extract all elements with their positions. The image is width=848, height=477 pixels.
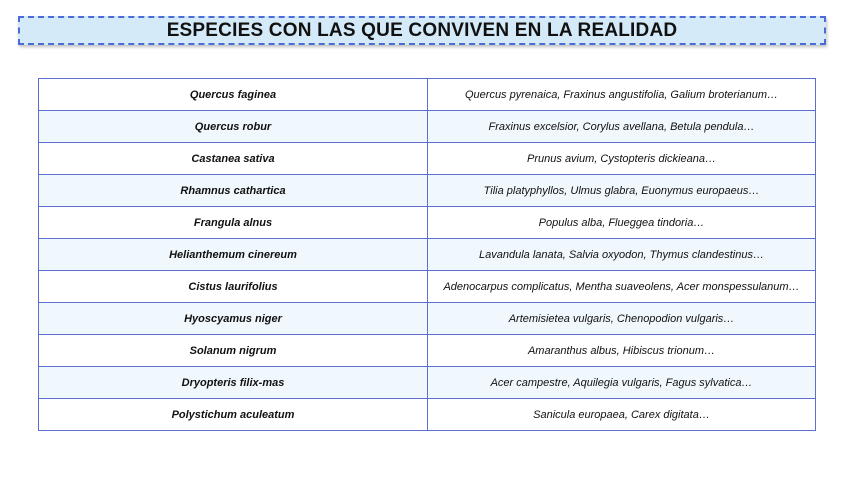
page-title: ESPECIES CON LAS QUE CONVIVEN EN LA REALIDAD [166, 19, 678, 41]
table-row [39, 271, 816, 303]
species-cell: Polystichum aculeatum [39, 399, 428, 431]
table-row [39, 303, 816, 335]
species-cell: Rhamnus cathartica [39, 175, 428, 207]
species-cell: Hyoscyamus niger [39, 303, 428, 335]
species-cell: Helianthemum cinereum [39, 239, 428, 271]
companions-cell: Lavandula lanata, Salvia oxyodon, Thymus clandestinus… [428, 239, 816, 271]
table-row [39, 207, 816, 239]
companions-cell: Adenocarpus complicatus, Mentha suaveolens, Acer monspessulanum… [428, 271, 816, 303]
table-row [39, 399, 816, 431]
companions-cell: Sanicula europaea, Carex digitata… [428, 399, 816, 431]
species-cell: Dryopteris filix-mas [39, 367, 428, 399]
table-row [39, 175, 816, 207]
species-cell: Quercus faginea [39, 79, 428, 111]
companions-cell: Populus alba, Flueggea tindoria… [428, 207, 816, 239]
species-cell: Solanum nigrum [39, 335, 428, 367]
companions-cell: Quercus pyrenaica, Fraxinus angustifolia, Galium broterianum… [428, 79, 816, 111]
species-table [38, 78, 816, 431]
companions-cell: Tilia platyphyllos, Ulmus glabra, Euonymus europaeus… [428, 175, 816, 207]
table-row [39, 239, 816, 271]
companions-cell: Artemisietea vulgaris, Chenopodion vulgaris… [428, 303, 816, 335]
companions-cell: Acer campestre, Aquilegia vulgaris, Fagus sylvatica… [428, 367, 816, 399]
table-row [39, 335, 816, 367]
companions-cell: Fraxinus excelsior, Corylus avellana, Betula pendula… [428, 111, 816, 143]
title-banner [18, 16, 826, 45]
table-row [39, 143, 816, 175]
table-row [39, 367, 816, 399]
species-cell: Quercus robur [39, 111, 428, 143]
companions-cell: Amaranthus albus, Hibiscus trionum… [428, 335, 816, 367]
species-cell: Castanea sativa [39, 143, 428, 175]
companions-cell: Prunus avium, Cystopteris dickieana… [428, 143, 816, 175]
species-cell: Frangula alnus [39, 207, 428, 239]
table-row [39, 111, 816, 143]
table-row [39, 79, 816, 111]
species-cell: Cistus laurifolius [39, 271, 428, 303]
